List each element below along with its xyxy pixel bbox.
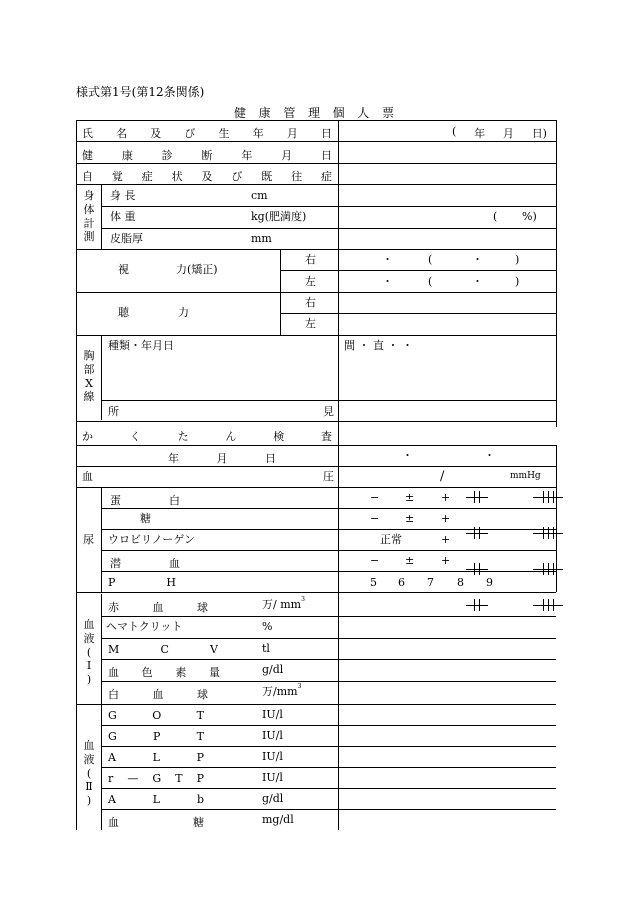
chest-findings-label-b: 見 <box>323 405 334 418</box>
double-plus-icon <box>466 563 488 575</box>
form-title: 健 康 管 理 個 人 票 <box>234 106 394 120</box>
blood1-item-rbc-unit: 万/ $mm^3$ <box>262 596 305 611</box>
bp-label-a: 血 <box>82 470 93 483</box>
urine-occult-blood-grades: − ± + <box>0 45 630 60</box>
name-dob-label: 氏 名 及 び 生 年 月 日 <box>82 127 332 140</box>
chest-findings-label-a: 所 <box>108 405 119 418</box>
urine-urobilinogen-grades: 正常 + <box>0 30 630 45</box>
height-label: 身 長 <box>110 189 136 202</box>
body-measure-group-label: 身 体 計 測 <box>83 189 95 244</box>
blood2-item-ggtp-unit: IU/l <box>262 771 283 784</box>
triple-plus-icon <box>533 527 563 539</box>
dob-value-field[interactable]: ( 年 月 日) <box>452 125 547 140</box>
blood1-group-label: 血 液 ( Ⅰ ) <box>83 618 95 686</box>
sputum-date-label: 年 月 日 <box>168 452 276 465</box>
urine-protein-grades: − ± + <box>0 0 630 15</box>
bp-unit: mmHg <box>510 471 541 481</box>
weight-label: 体 重 <box>110 210 136 223</box>
hearing-label-a: 聴 <box>118 306 129 319</box>
hearing-right-label: 右 <box>305 296 316 309</box>
blood1-item-wbc-unit: 万$/mm^3$ <box>262 683 302 698</box>
bp-label-b: 圧 <box>323 470 334 483</box>
triple-plus-icon <box>533 599 563 611</box>
chest-xray-group-label: 胸 部 X 線 <box>83 349 95 404</box>
skinfold-unit: mm <box>251 232 272 245</box>
chest-method-label: 間 ・ 直 ・ ・ <box>344 339 413 352</box>
checkup-date-label: 健 康 診 断 年 月 日 <box>82 149 332 162</box>
blood1-item-mcv-label: M C V <box>108 643 218 656</box>
urine-urobilinogen-label: ウロビリノーゲン <box>108 533 196 546</box>
blood2-item-ggtp-label: r — G T P <box>108 772 204 785</box>
double-plus-icon <box>466 491 488 503</box>
urine-ph-label: P H <box>108 576 176 589</box>
blood1-item-wbc-label: 白 血 球 <box>108 688 208 701</box>
vision-label-b: 力(矯正) <box>176 263 218 276</box>
triple-plus-icon <box>533 491 563 503</box>
sputum-dot-1: ・ <box>402 449 413 462</box>
hearing-left-label: 左 <box>305 317 316 330</box>
urine-occult-blood-label: 潜 血 <box>110 557 180 570</box>
blood2-item-alp-unit: IU/l <box>262 750 283 763</box>
urine-sugar-grades: − ± + <box>0 15 630 30</box>
blood1-item-hb-unit: g/dl <box>262 663 284 676</box>
blood2-item-glucose-label: 血 糖 <box>108 816 204 829</box>
triple-plus-icon <box>533 563 563 575</box>
double-plus-icon <box>466 599 488 611</box>
blood2-group-label: 血 液 ( Ⅱ ) <box>83 739 95 807</box>
bp-slash: / <box>440 469 445 484</box>
blood1-item-rbc-label: 赤 血 球 <box>108 601 208 614</box>
blood2-item-gpt-unit: IU/l <box>262 729 283 742</box>
double-plus-icon <box>466 527 488 539</box>
sputum-dot-2: ・ <box>484 449 495 462</box>
vision-right-label: 右 <box>305 253 316 266</box>
blood1-item-mcv-unit: tl <box>262 642 270 655</box>
form-label: 様式第1号(第12条関係) <box>76 85 205 99</box>
skinfold-label: 皮脂厚 <box>110 232 143 245</box>
hearing-label-b: 力 <box>178 306 189 319</box>
blood2-item-alb-unit: g/dl <box>262 792 284 805</box>
urine-sugar-label: 糖 <box>140 512 151 525</box>
blood1-item-hct-label: ヘマトクリット <box>106 620 183 633</box>
blood2-item-gpt-label: G P T <box>108 730 204 743</box>
obesity-open-paren: ( <box>493 210 498 223</box>
vision-label-a: 視 <box>118 263 129 276</box>
blood2-item-got-unit: IU/l <box>262 708 283 721</box>
blood2-item-got-label: G O T <box>108 709 204 722</box>
chest-type-date-label: 種類・年月日 <box>108 339 174 352</box>
sputum-test-label: か く た ん 検 査 <box>82 430 332 443</box>
vision-left-label: 左 <box>305 275 316 288</box>
blood2-item-glucose-unit: mg/dl <box>262 813 294 826</box>
blood1-item-hb-label: 血 色 素 量 <box>108 666 220 679</box>
blood2-item-alb-label: A L b <box>108 793 204 806</box>
height-unit: cm <box>251 189 268 202</box>
urine-group-label: 尿 <box>83 533 94 546</box>
blood1-item-hct-unit: % <box>262 620 273 633</box>
weight-unit: kg(肥満度) <box>251 210 307 223</box>
urine-protein-label: 蛋 白 <box>110 494 180 507</box>
blood2-item-alp-label: A L P <box>108 751 204 764</box>
obesity-percent: %) <box>522 210 537 223</box>
symptoms-label: 自 覚 症 状 及 び 既 往 症 <box>82 170 332 183</box>
